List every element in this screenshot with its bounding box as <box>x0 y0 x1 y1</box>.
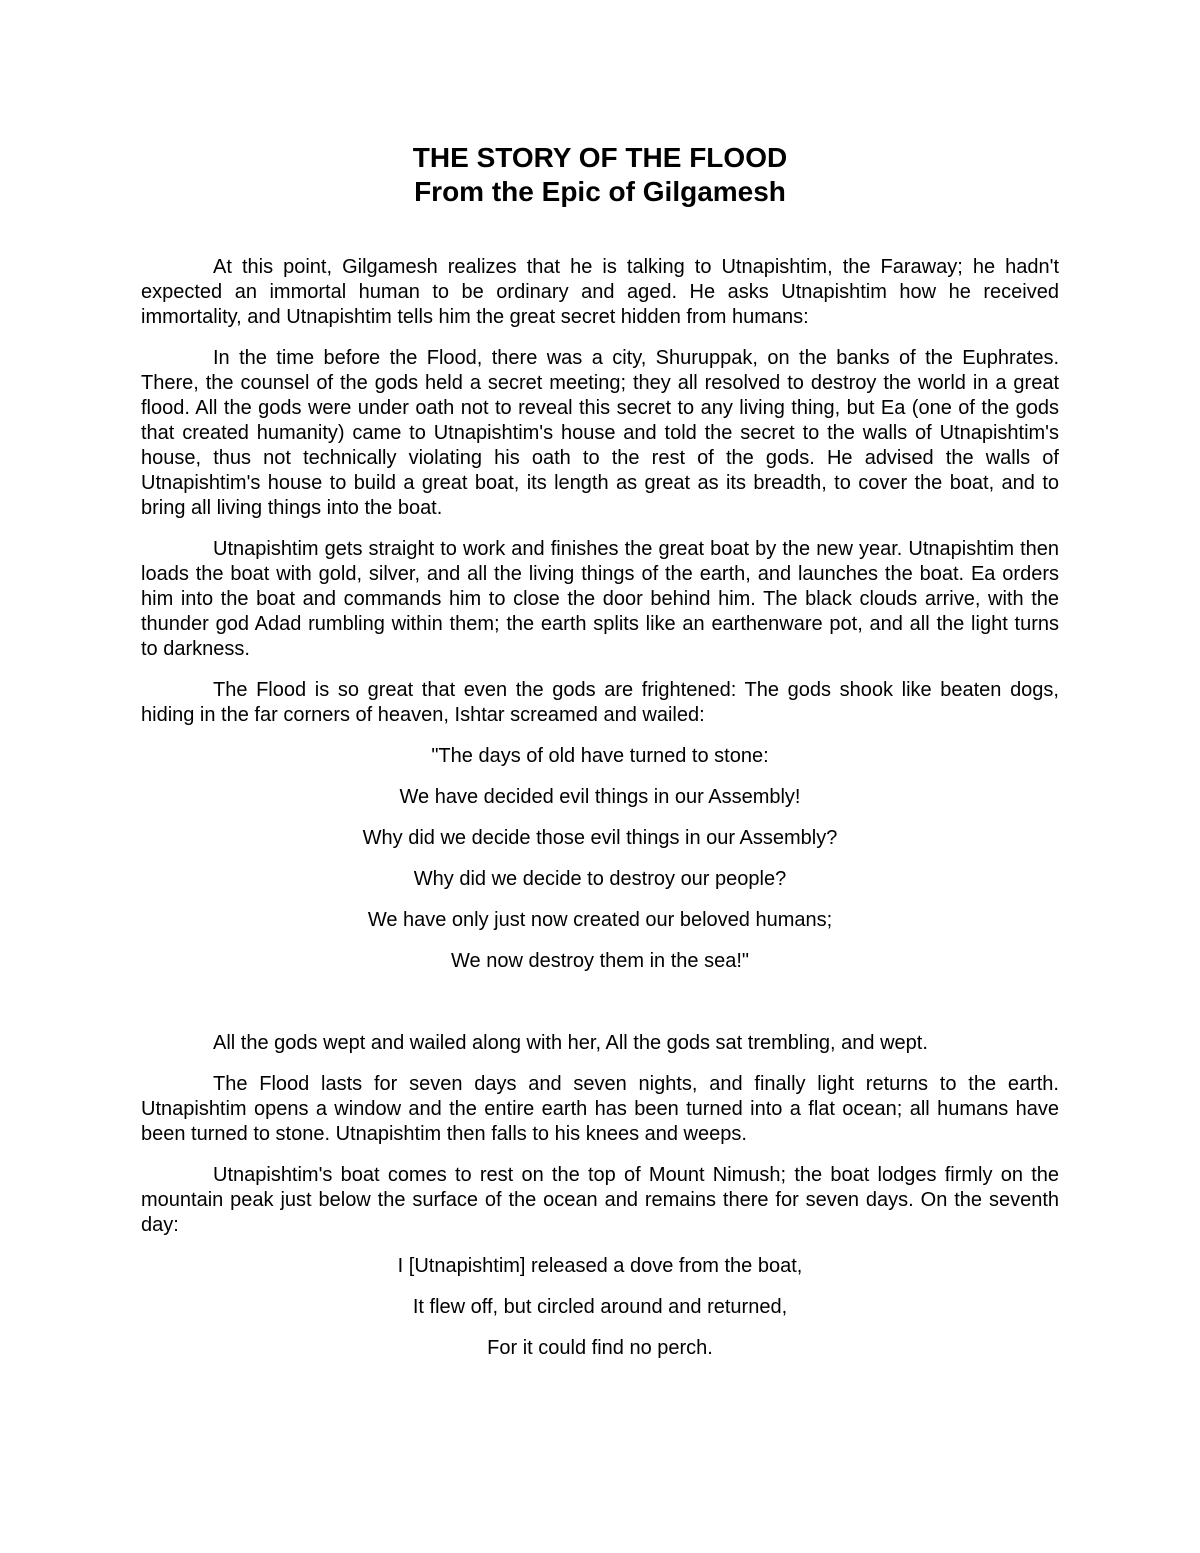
paragraph-intro-4: The Flood is so great that even the gods are frightened: The gods shook like beaten dogs, hiding in the far corners of heaven, Ishtar screamed and wailed: <box>141 679 1059 726</box>
verse-line: Why did we decide those evil things in our Assembly? <box>362 827 838 849</box>
paragraph-middle-3: Utnapishtim's boat comes to rest on the top of Mount Nimush; the boat lodges firmly on the mountain peak just below the surface of the ocean and remains there for seven days. On the seventh day: <box>141 1164 1059 1236</box>
verse-line: We have only just now created our beloved humans; <box>367 909 833 931</box>
verse-line: I [Utnapishtim] released a dove from the boat, <box>397 1255 803 1277</box>
verse-line: It flew off, but circled around and returned, <box>412 1296 788 1318</box>
verse-line: "The days of old have turned to stone: <box>431 745 769 767</box>
document-page <box>141 141 1059 1377</box>
paragraph-middle-2: The Flood lasts for seven days and seven nights, and finally light returns to the earth. Utnapishtim opens a window and the entire earth has been turned into a flat ocean; all humans have been turned to stone. Utnapishtim then falls to his knees and weeps. <box>141 1073 1059 1145</box>
paragraph-intro-2: In the time before the Flood, there was a city, Shuruppak, on the banks of the Euphrates. There, the counsel of the gods held a secret meeting; they all resolved to destroy the world in a great flood. All the gods were under oath not to reveal this secret to any living thing, but Ea (one of the gods that created humanity) came to Utnapishtim's house and told the secret to the walls of Utnapishtim's house, thus not technically violating his oath to the rest of the gods. He advised the walls of Utnapishtim's house to build a great boat, its length as great as its breadth, to cover the boat, and to bring all living things into the boat. <box>141 347 1059 519</box>
section-gap <box>141 990 1059 1031</box>
verse-line: We now destroy them in the sea!" <box>451 950 749 972</box>
verse-line: For it could find no perch. <box>487 1337 713 1359</box>
verse-line: Why did we decide to destroy our people? <box>413 868 787 890</box>
paragraph-intro-1: At this point, Gilgamesh realizes that he is talking to Utnapishtim, the Faraway; he hadn't expected an immortal human to be ordinary and aged. He asks Utnapishtim how he received immortality, and Utnapishtim tells him the great secret hidden from humans: <box>141 256 1059 328</box>
title-gap <box>141 209 1059 255</box>
title-line-1: THE STORY OF THE FLOOD <box>412 142 788 173</box>
paragraph-middle-1: All the gods wept and wailed along with her, All the gods sat trembling, and wept. <box>213 1032 928 1054</box>
paragraph-intro-3: Utnapishtim gets straight to work and finishes the great boat by the new year. Utnapishtim then loads the boat with gold, silver, and all the living things of the earth, and launches the boat. Ea orders him into the boat and commands him to close the door behind him. The black clouds arrive, with the thunder god Adad rumbling within them; the earth splits like an earthenware pot, and all the light turns to darkness. <box>141 538 1059 660</box>
verse-line: We have decided evil things in our Assembly! <box>399 786 801 808</box>
document-title <box>141 141 1059 209</box>
title-line-2: From the Epic of Gilgamesh <box>414 176 786 207</box>
